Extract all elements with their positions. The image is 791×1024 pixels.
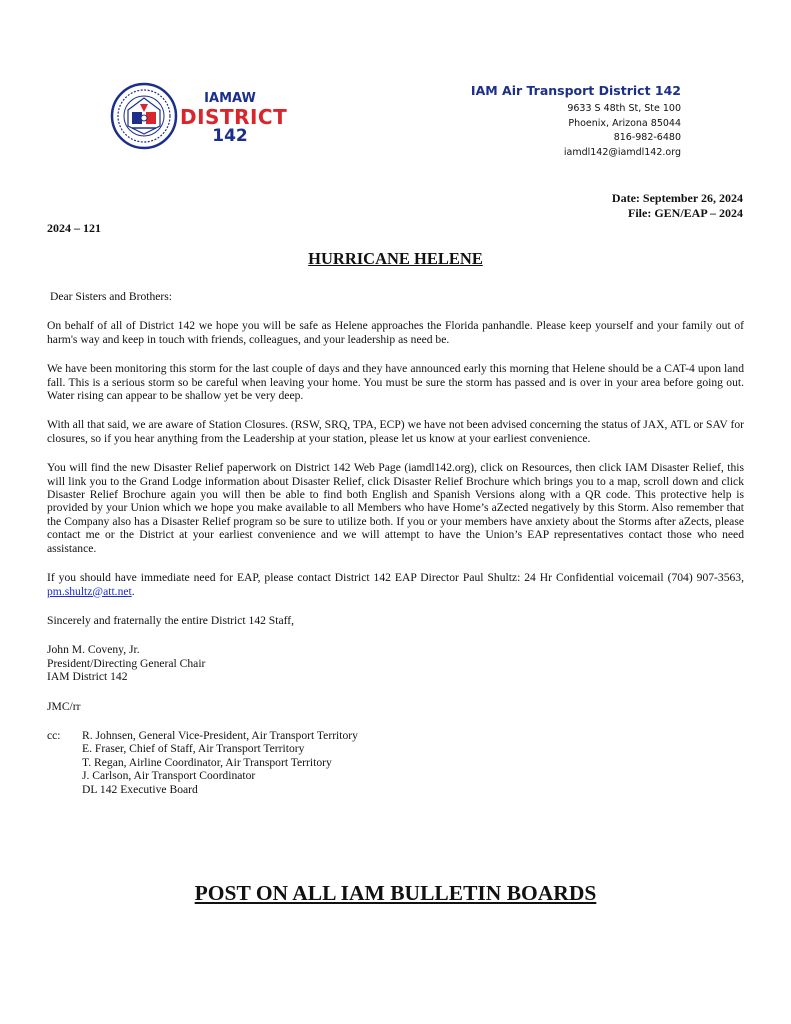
cc-recipient: J. Carlson, Air Transport Coordinator (82, 769, 256, 783)
cc-recipient: T. Regan, Airline Coordinator, Air Transport Territory (82, 755, 332, 769)
body-paragraph: You will find the new Disaster Relief paperwork on District 142 Web Page (iamdl142.org), click on Resources, then click IAM Disaster Relief, this will link you to the Grand Lodge information about Disaster Relief, click Disaster Relief Brochure which brings you to a map, scroll down and click Disaster Relief Brochure again you will then be able to find both English and Spanish Versions along with a QR code. This protective help is provided by your Union which we hope you make available to all Members who have Home’s aZected negatively by this Storm. Also remember that the Company also has a Disaster Relief program so be sure to utilize both. If you or your members have anxiety about the Storms after aZects, please contact me or the District at your earliest convenience and we will attempt to have the Union’s EAP representatives contact those who need assistance. (47, 461, 744, 555)
initials: JMC/rr (47, 699, 81, 713)
logo-number-text: 142 (212, 126, 248, 146)
cc-list (82, 729, 358, 796)
bulletin-board-notice: POST ON ALL IAM BULLETIN BOARDS (194, 881, 597, 905)
cc-recipient: E. Fraser, Chief of Staff, Air Transport Territory (82, 742, 305, 756)
org-phone: 816-982-6480 (613, 132, 681, 143)
body-paragraph: With all that said, we are aware of Station Closures. (RSW, SRQ, TPA, ECP) we have not been advised concerning the status of JAX, ATL or SAV for closures, so if you hear anything from the Leadership at your station, please let us know at your earliest convenience. (47, 418, 744, 445)
letter-reference-number: 2024 – 121 (47, 221, 101, 235)
letter-date: Date: September 26, 2024 (611, 191, 743, 205)
org-email: iamdl142@iamdl142.org (563, 146, 681, 158)
cc-recipient: R. Johnsen, General Vice-President, Air Transport Territory (82, 728, 358, 742)
eap-end: . (131, 584, 135, 598)
eap-text: If you should have immediate need for EAP, please contact District 142 EAP Director Paul Shultz: 24 Hr Confidential voicemail (704) 907-3563, (47, 571, 744, 585)
letter-body (47, 290, 744, 796)
iam-seal-icon (110, 82, 178, 150)
cc-recipient: DL 142 Executive Board (82, 782, 198, 796)
org-name: IAM Air Transport District 142 (470, 83, 681, 98)
letter-file: File: GEN/EAP – 2024 (628, 206, 743, 220)
logo-district-text: DISTRICT (180, 105, 288, 129)
org-address-line1: 9633 S 48th St, Ste 100 (567, 103, 681, 114)
signer-title: President/Directing General Chair (47, 656, 206, 670)
logo-iamaw-text: IAMAW (204, 91, 256, 106)
eap-paragraph (47, 571, 744, 598)
district-logo (110, 82, 288, 154)
body-paragraph: On behalf of all of District 142 we hope you will be safe as Helene approaches the Florida panhandle. Please keep yourself and your family out of harm's way and keep in touch with friends, colleagues, and your leadership as need be. (47, 319, 744, 346)
logo-wordmark (180, 91, 288, 146)
salutation: Dear Sisters and Brothers: (50, 290, 173, 303)
signature-block (47, 643, 744, 683)
eap-email-link[interactable]: pm.shultz@att.net (47, 584, 132, 598)
signer-org: IAM District 142 (47, 670, 128, 684)
date-file-block (612, 191, 743, 221)
org-address-block (472, 83, 681, 160)
body-paragraph: We have been monitoring this storm for the last couple of days and they have announced early this morning that Helene should be a CAT-4 upon land fall. This is a serious storm so be careful when leaving your home. You must be sure the storm has passed and is over in your area before going out. Water rising can appear to be shallow yet be very deep. (47, 362, 744, 403)
org-address-line2: Phoenix, Arizona 85044 (568, 117, 681, 129)
cc-block (47, 729, 744, 796)
signer-name: John M. Coveny, Jr. (47, 643, 140, 657)
closing: Sincerely and fraternally the entire District 142 Staff, (47, 613, 295, 627)
cc-label: cc: (47, 728, 61, 742)
letter-title: HURRICANE HELENE (308, 249, 483, 268)
